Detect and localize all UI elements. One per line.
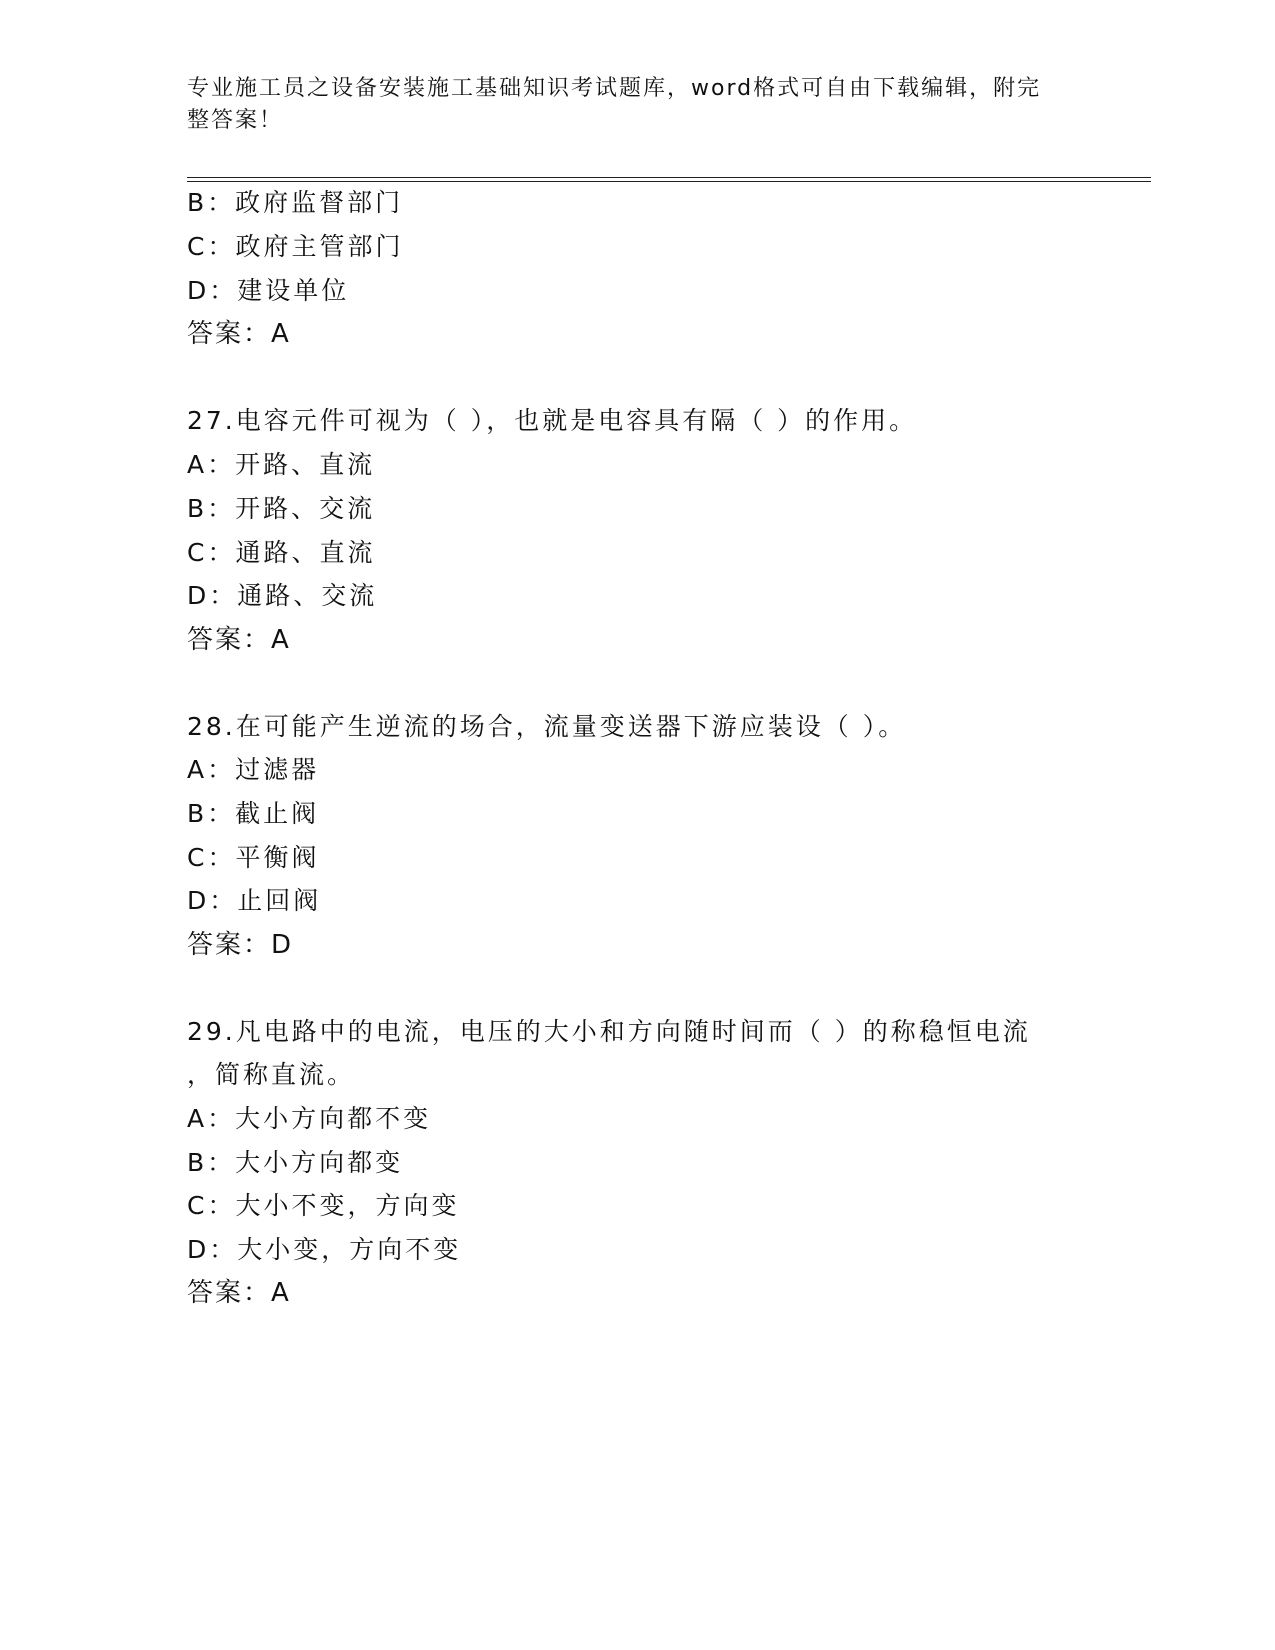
q29-option-d: D：大小变，方向不变 — [187, 1235, 462, 1264]
q26-option-c: C：政府主管部门 — [187, 232, 404, 261]
q28-answer: 答案：D — [187, 930, 294, 960]
q29-stem-line-2: ，简称直流。 — [187, 1060, 356, 1089]
q29-answer: 答案：A — [187, 1278, 291, 1308]
q27-option-c: C：通路、直流 — [187, 538, 376, 567]
document-header — [187, 73, 1067, 137]
q27-stem: 27.电容元件可视为（ ），也就是电容具有隔（ ）的作用。 — [187, 406, 918, 435]
q29-option-c: C：大小不变，方向变 — [187, 1191, 460, 1220]
header-line-2: 整答案！ — [187, 108, 284, 133]
q28-option-d: D：止回阀 — [187, 886, 322, 915]
header-divider — [187, 177, 1151, 182]
q26-option-d: D：建设单位 — [187, 276, 350, 305]
q26-option-b: B：政府监督部门 — [187, 188, 404, 217]
q28-stem: 28.在可能产生逆流的场合，流量变送器下游应装设（ ）。 — [187, 712, 907, 741]
q27-answer: 答案：A — [187, 625, 291, 655]
q27-option-d: D：通路、交流 — [187, 581, 378, 610]
q27-option-b: B：开路、交流 — [187, 494, 376, 523]
q27-option-a: A：开路、直流 — [187, 450, 376, 479]
q29-option-b: B：大小方向都变 — [187, 1148, 404, 1177]
q28-option-a: A：过滤器 — [187, 755, 320, 784]
q28-option-b: B：截止阀 — [187, 799, 320, 828]
header-line-1: 专业施工员之设备安装施工基础知识考试题库，word格式可自由下载编辑，附完 — [187, 76, 1042, 101]
q28-option-c: C：平衡阀 — [187, 843, 320, 872]
q26-answer: 答案：A — [187, 319, 291, 349]
q29-option-a: A：大小方向都不变 — [187, 1104, 432, 1133]
q29-stem-line-1: 29.凡电路中的电流，电压的大小和方向随时间而（ ）的称稳恒电流 — [187, 1017, 1031, 1046]
